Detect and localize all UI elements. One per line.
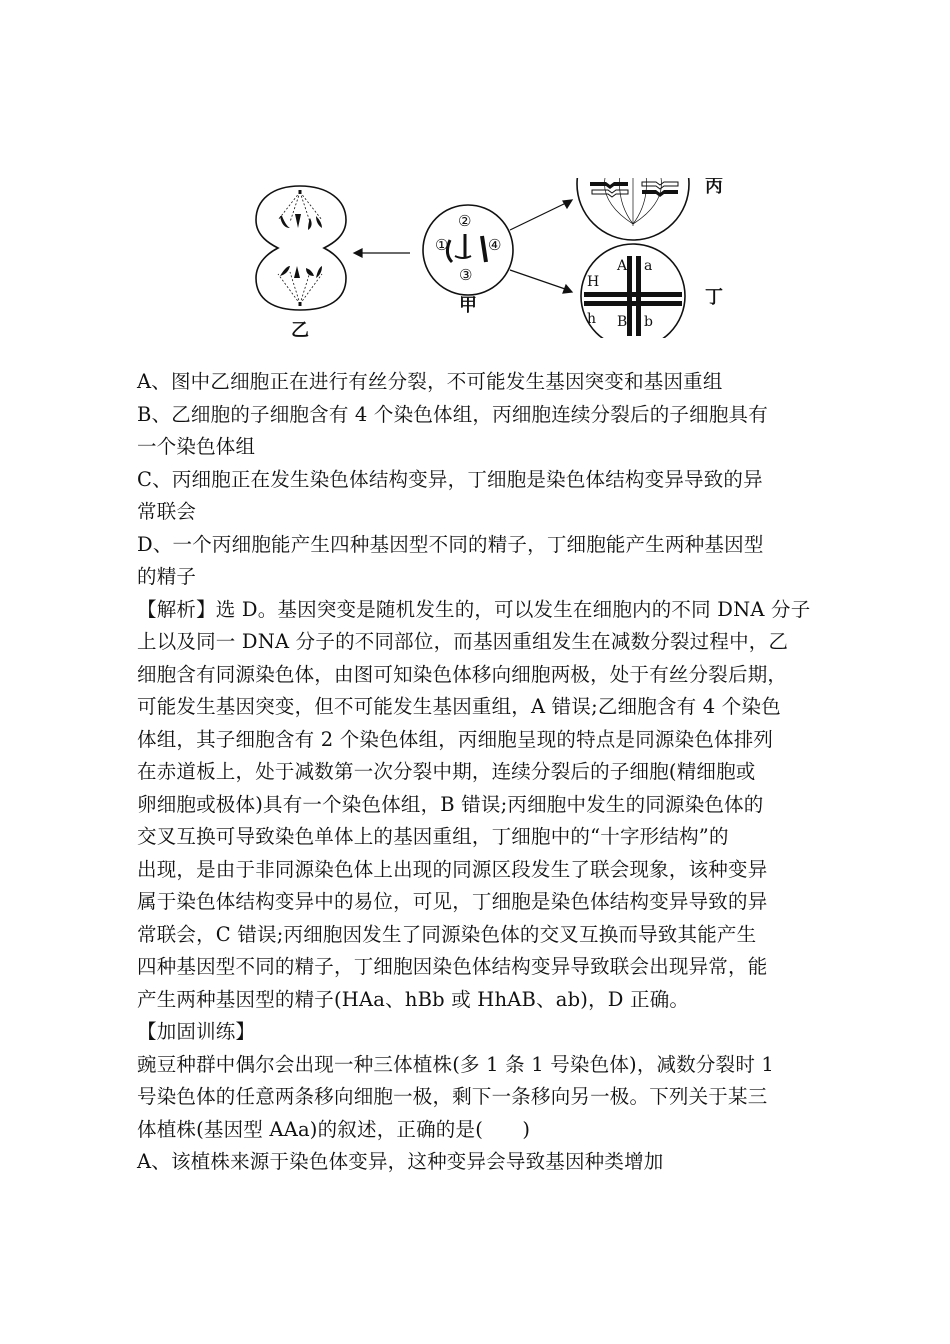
analysis xyxy=(137,594,837,1017)
number-4: ④ xyxy=(488,236,502,254)
label-yi: 乙 xyxy=(291,320,309,338)
text-line: 一个染色体组 xyxy=(137,435,256,458)
question-text xyxy=(137,366,837,1179)
training-heading: 【加固训练】 xyxy=(137,1020,256,1043)
text-line: 出现，是由于非同源染色体上出现的同源区段发生了联会现象，该种变异 xyxy=(137,857,768,881)
text-line: 常联会，C 错误;丙细胞因发生了同源染色体的交叉互换而导致其能产生 xyxy=(137,922,757,946)
number-1: ① xyxy=(435,236,449,254)
text-line: 【解析】选 D。基因突变是随机发生的，可以发生在细胞内的不同 DNA 分子 xyxy=(137,597,811,621)
gene-a: a xyxy=(644,258,653,274)
text-line: A、图中乙细胞正在进行有丝分裂，不可能发生基因突变和基因重组 xyxy=(137,370,723,393)
arrow-to-yi xyxy=(354,249,410,257)
label-bing: 丙 xyxy=(705,178,723,197)
text-line: 属于染色体结构变异中的易位，可见，丁细胞是染色体结构变异导致的异 xyxy=(137,890,768,913)
option-d xyxy=(137,529,837,594)
number-3: ③ xyxy=(459,266,473,284)
option-c xyxy=(137,464,837,529)
gene-H: H xyxy=(587,274,600,290)
text-line: 体组，其子细胞含有 2 个染色体组，丙细胞呈现的特点是同源染色体排列 xyxy=(137,727,774,751)
text-line: B、乙细胞的子细胞含有 4 个染色体组，丙细胞连续分裂后的子细胞具有 xyxy=(137,402,768,426)
text-line: D、一个丙细胞能产生四种基因型不同的精子，丁细胞能产生两种基因型 xyxy=(137,532,764,556)
text-line: 豌豆种群中偶尔会出现一种三体植株(多 1 条 1 号染色体)，减数分裂时 1 xyxy=(137,1052,775,1076)
chromosomes-yi xyxy=(280,214,322,278)
text-line: 交叉互换可导致染色单体上的基因重组，丁细胞中的“十字形结构”的 xyxy=(137,825,729,848)
text-line: 体植株(基因型 AAa)的叙述，正确的是( ) xyxy=(137,1117,531,1141)
cell-yi xyxy=(256,186,346,310)
training-section xyxy=(137,1016,837,1179)
cell-bing xyxy=(577,178,689,240)
cell-jia xyxy=(423,205,513,295)
training-option-a: A、该植株来源于染色体变异，这种变异会导致基因种类增加 xyxy=(137,1150,664,1173)
label-jia: 甲 xyxy=(459,295,477,316)
cell-division-figure xyxy=(250,178,730,338)
arrow-to-ding xyxy=(510,270,572,293)
text-line: 在赤道板上，处于减数第一次分裂中期，连续分裂后的子细胞(精细胞或 xyxy=(137,760,756,783)
arrow-to-bing xyxy=(510,200,572,230)
gene-b: b xyxy=(644,314,653,330)
text-line: 上以及同一 DNA 分子的不同部位，而基因重组发生在减数分裂过程中，乙 xyxy=(137,630,789,653)
text-line: C、丙细胞正在发生染色体结构变异，丁细胞是染色体结构变异导致的异 xyxy=(137,467,763,491)
number-2: ② xyxy=(458,212,472,230)
text-line: 四种基因型不同的精子，丁细胞因染色体结构变异导致联会出现异常，能 xyxy=(137,955,768,978)
gene-A: A xyxy=(617,258,628,274)
option-b xyxy=(137,399,837,464)
text-line: 可能发生基因突变，但不可能发生基因重组，A 错误;乙细胞含有 4 个染色 xyxy=(137,695,781,718)
option-a xyxy=(137,366,837,399)
text-line: 号染色体的任意两条移向细胞一极，剩下一条移向另一极。下列关于某三 xyxy=(137,1085,768,1108)
text-line: 细胞含有同源染色体，由图可知染色体移向细胞两极，处于有丝分裂后期， xyxy=(137,662,788,686)
text-line: 卵细胞或极体)具有一个染色体组，B 错误;丙细胞中发生的同源染色体的 xyxy=(137,792,764,816)
gene-B: B xyxy=(617,314,628,330)
gene-h: h xyxy=(587,311,597,327)
text-line: 常联会 xyxy=(137,500,197,523)
text-line: 的精子 xyxy=(137,565,197,588)
text-line: 产生两种基因型的精子(HAa、hBb 或 HhAB、ab)，D 正确。 xyxy=(137,987,690,1011)
cell-diagram xyxy=(250,178,730,338)
label-ding: 丁 xyxy=(705,287,723,308)
cell-ding xyxy=(581,244,685,338)
